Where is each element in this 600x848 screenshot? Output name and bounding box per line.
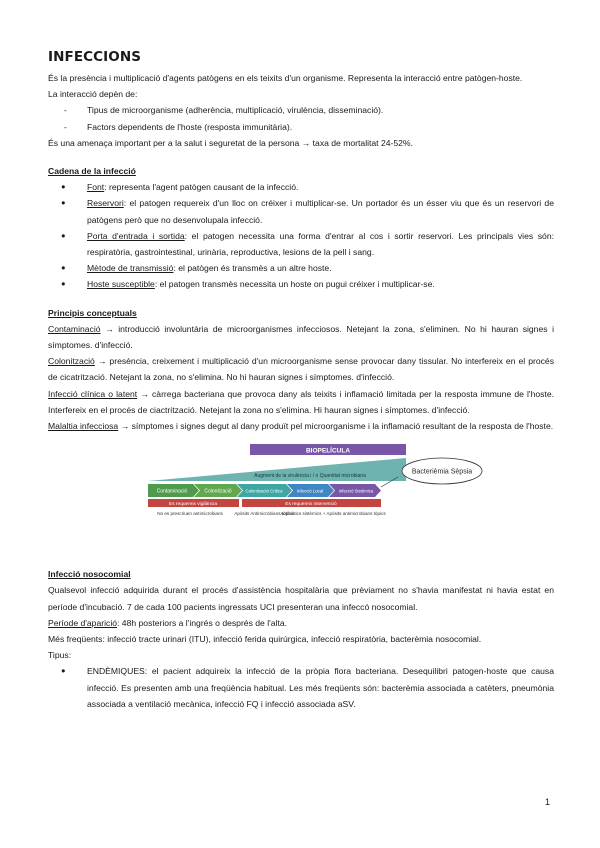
section-heading-cadena: Cadena de la infecció <box>48 166 136 177</box>
periode-paragraph <box>48 615 554 631</box>
concept-term: Infecció clínica o latent <box>48 388 138 399</box>
page-number: 1 <box>545 797 551 807</box>
concept-term: Colonització <box>48 356 95 367</box>
concept-paragraph <box>48 321 554 353</box>
interaction-lead: La interacció depèn de: <box>48 89 138 100</box>
list-item: ● ENDÈMIQUES: el pacient adquireix la infecció de la pròpia flora bacteriana. Desequilibri patogen-hoste que causa infecció. Es presenten amb una freqüència habitual. Les més freqüents són: bacterèmia associada a catèters, pneumònia associada a ventilació mecànica, infecció FQ i infecció associada aSV. <box>48 663 554 712</box>
topical-dressings-label: Apòsits Antimicrobians tòpics <box>234 511 294 517</box>
periode-term: Període d'aparició <box>48 617 118 628</box>
list-text: : el patogen necessita una forma d'entrar al cos i sortir reservori. Les principals vies són: respiratòria, gastrointestinal, urinària, reproductiva, lesions de la pell i sang. <box>87 230 555 258</box>
tipus-list <box>48 663 554 712</box>
list-term: Font <box>87 182 105 193</box>
list-item <box>48 228 554 260</box>
periode-text: : 48h posteriors a l'ingrés o després de l'alta. <box>117 617 288 628</box>
list-text: : el patogen transmès necessita un hoste on pugui créixer i multiplicar-se. <box>154 279 435 290</box>
concept-term: Malaltia infecciosa <box>48 421 119 432</box>
page-title: INFECCIONS <box>48 49 142 65</box>
section-heading-nosocomial: Infecció nosocomial <box>48 569 131 580</box>
no-antimicrobials-label: No es prescriuen antimicrobians <box>157 511 223 517</box>
list-item <box>48 260 554 276</box>
list-term: Porta d'entrada i sortida <box>87 230 185 241</box>
list-text: : el patògen és transmès a un altre hoste. <box>173 263 332 274</box>
cadena-list <box>48 179 554 292</box>
tipus-label: Tipus: <box>48 650 72 661</box>
vigilance-label: Es requereix vigilància <box>169 502 217 508</box>
list-term: Hoste susceptible <box>87 279 155 290</box>
systemic-antibiotics-label: Antibiòtics sistèmics + Apòsits antimicrobians tòpics <box>280 511 386 517</box>
stage-label: Infecció Local <box>296 488 324 494</box>
biofilm-label: BIOPELÍCULA <box>305 447 351 455</box>
list-text: : representa l'agent patògen causant de la infecció. <box>104 182 299 193</box>
concept-term: Contaminació <box>48 323 101 334</box>
list-term: Mètode de transmissió <box>87 263 174 274</box>
document-page <box>48 48 554 712</box>
infection-continuum-diagram <box>48 434 554 556</box>
concept-text: → càrrega bacteriana que provoca dany als teixits i inflamació limitada per la resposta immune de l'hoste. Interfereix en el procés de ciactrització. Netejant la zona no s'elimina. Hi hauran signes i símptomes. d'infecció. <box>48 388 554 415</box>
concept-text: → introducció involuntària de microorganismes infecciosos. Netejant la zona, s'eliminen. No hi hauran signes i símptomes. d'infecció. <box>48 323 554 351</box>
list-item <box>48 276 554 292</box>
concept-paragraph <box>48 418 554 434</box>
frequent-paragraph: Més freqüents: infecció tracte urinari (ITU), infecció ferida quirúrgica, infecció respiratòria, bacterèmia nosocomial. <box>48 634 482 645</box>
section-heading-principis: Principis conceptuals <box>48 307 137 318</box>
intervention-label: Es requereix intervenció <box>285 502 337 508</box>
stage-label: Colonització Crítica <box>245 488 283 494</box>
list-item <box>48 195 554 227</box>
concept-paragraph <box>48 386 554 418</box>
dash-item: - Factors dependents de l'hoste (resposta immunitària). <box>48 119 554 135</box>
sepsis-label: Bacterièmia Sèpsia <box>411 468 473 476</box>
threat-paragraph: És una amenaça important per a la salut i seguretat de la persona → taxa de mortalitat 24-52%. <box>48 137 413 148</box>
list-item <box>48 179 554 195</box>
concept-text: → presència, creixement i multiplicació d'un microorganisme sense provocar dany tissular. No interfereix en el procés de cicatrització. Netejant la zona, no s'elimina. No hi hauran signes i símptomes. d'infecció. <box>48 356 554 383</box>
nosocomial-definition: Qualsevol infecció adquirida durant el procés d'assistència hospitalària que prèviament no s'havia manifestat ni havia estat en període d'incubació. 7 de cada 100 pacients ingressats UCI presenteran una infeccó nosocomial. <box>48 585 554 612</box>
concept-text: → símptomes i signes degut al dany produït pel microorganisme i la inflamació resultant de la resposta de l'hoste. <box>118 421 554 432</box>
diagram-svg <box>48 434 554 556</box>
dash-item: - Tipus de microorganisme (adherència, multiplicació, virulència, disseminació). <box>48 102 554 118</box>
concept-paragraph <box>48 353 554 385</box>
stage-label: Infecció Sistèmica <box>338 488 374 494</box>
wedge-label: Augment de la virulència i / o Quantitat microbiana <box>254 473 366 480</box>
intro-paragraph: És la presència i multiplicació d'agents patògens en els teixits d'un organisme. Representa la interacció entre patògen-hoste. <box>48 73 523 83</box>
list-term: Reservori <box>87 198 124 209</box>
list-text: : el patogen requereix d'un lloc on créixer i multiplicar-se. Un portador és un ésser viu que és un reservori de patògens però que no desenvolupala infecció. <box>87 198 554 225</box>
stage-label: Contaminació <box>156 488 188 495</box>
stage-label: Colonització <box>204 488 232 495</box>
